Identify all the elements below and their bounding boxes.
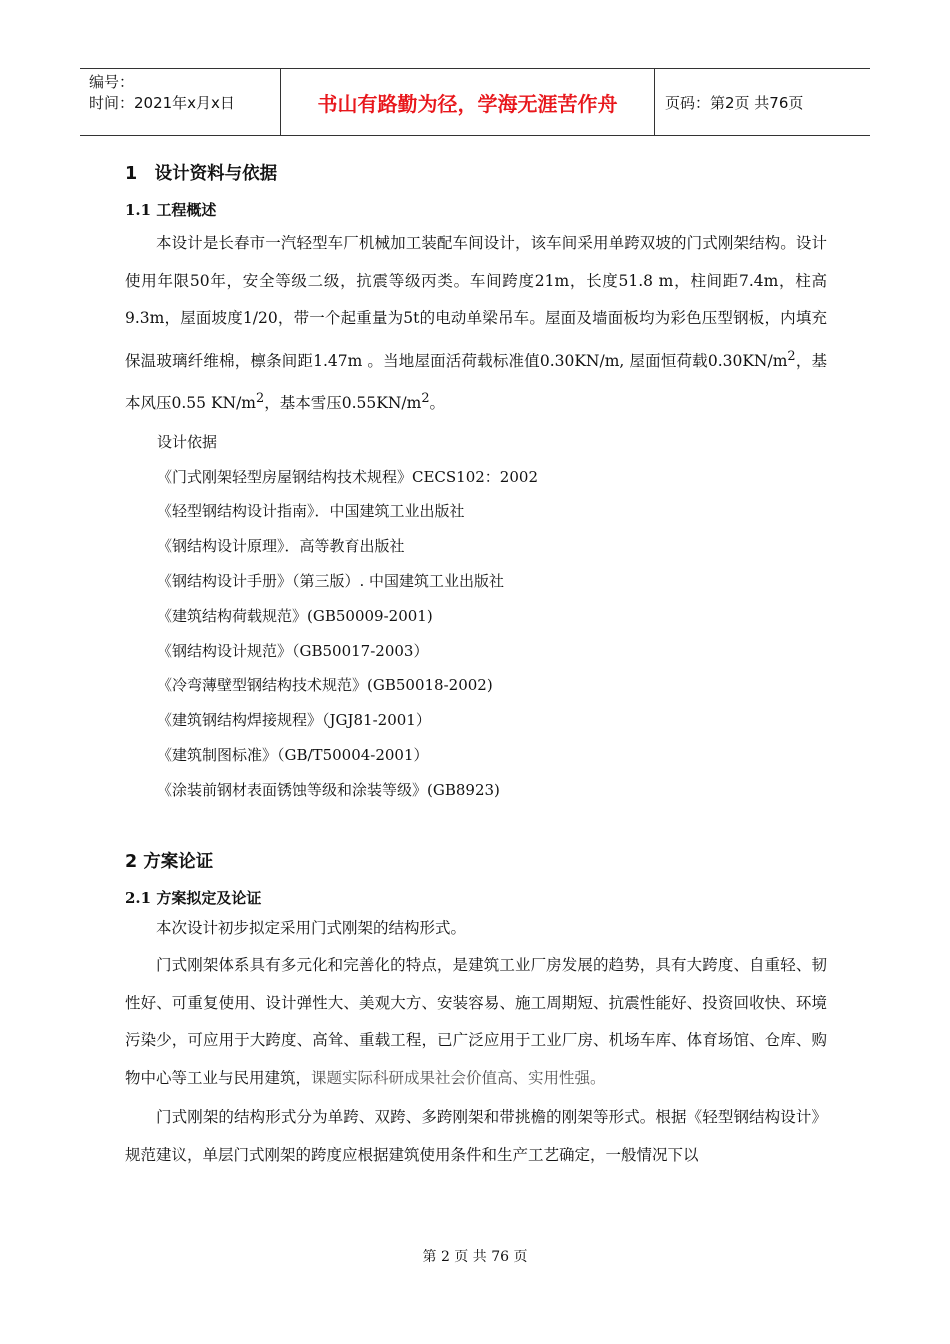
reference-item: 《钢结构设计规范》（GB50017-2003）: [157, 641, 429, 660]
header-meta: [80, 69, 281, 135]
number-label: 编号：: [89, 73, 135, 91]
document-body: [125, 150, 827, 1174]
reference-item: 《建筑钢结构焊接规程》（JGJ81-2001）: [157, 711, 431, 730]
page-header: [80, 68, 870, 136]
section-1-1-title: 1.1 工程概述: [125, 201, 217, 219]
reference-list: [125, 460, 827, 808]
reference-item: 《涂装前钢材表面锈蚀等级和涂装等级》(GB8923): [157, 780, 500, 799]
date-line: 时间：2021年x月x日: [89, 94, 235, 112]
section-1-title: 1 设计资料与依据: [125, 164, 278, 184]
reference-item: 《建筑制图标准》（GB/T50004-2001）: [157, 745, 429, 764]
page-footer: 第 2 页 共 76 页: [422, 1249, 528, 1265]
reference-item: 《冷弯薄壁型钢结构技术规范》(GB50018-2002): [157, 676, 493, 695]
reference-item: 《建筑结构荷载规范》(GB50009-2001): [157, 606, 433, 625]
section-2-paragraph-1: 本次设计初步拟定采用门式刚架的结构形式。: [156, 918, 467, 937]
section-1-1-paragraph: 本设计是长春市一汽轻型车厂机械加工装配车间设计，该车间采用单跨双坡的门式刚架结构。设计使用年限50年，安全等级二级，抗震等级丙类。车间跨度21m，长度51.8 m，柱间距7.4m，柱高9.3m，屋面坡度1/20，带一个起重量为5t的电动单梁吊车。屋面及墙面板均为彩色压型钢板，内填充保温玻璃纤维棉，檩条间距1.47m 。当地屋面活荷载标准值0.30KN/m, 屋面恒荷载$0.30KN/m^2$，基本风压0.55 $KN/m^2$，基本雪压$0.55KN/m^2$。: [125, 234, 827, 413]
basis-label: 设计依据: [157, 432, 218, 451]
reference-item: 《门式刚架轻型房屋钢结构技术规程》CECS102：2002: [157, 467, 538, 486]
header-page-info: 页码：第2页 共76页: [665, 93, 804, 112]
reference-item: 《轻型钢结构设计指南》．中国建筑工业出版社: [157, 502, 465, 521]
section-2-paragraph-3: 门式刚架的结构形式分为单跨、双跨、多跨刚架和带挑檐的刚架等形式。根据《轻型钢结构设计》规范建议，单层门式刚架的跨度应根据建筑使用条件和生产工艺确定，一般情况下以: [125, 1108, 827, 1164]
section-2-paragraph-2: 门式刚架体系具有多元化和完善化的特点，是建筑工业厂房发展的趋势，具有大跨度、自重轻、韧性好、可重复使用、设计弹性大、美观大方、安装容易、施工周期短、抗震性能好、投资回收快、环境污染少，可应用于大跨度、高耸、重载工程，已广泛应用于工业厂房、机场车库、体育场馆、仓库、购物中心等工业与民用建筑，课题实际科研成果社会价值高、实用性强。: [125, 956, 827, 1087]
header-motto: 书山有路勤为径，学海无涯苦作舟: [281, 69, 655, 135]
reference-item: 《钢结构设计原理》．高等教育出版社: [157, 537, 405, 556]
section-2-1-title: 2.1 方案拟定及论证: [125, 888, 262, 907]
section-2-title: 2 方案论证: [125, 851, 214, 872]
reference-item: 《钢结构设计手册》（第三版）. 中国建筑工业出版社: [157, 572, 505, 590]
